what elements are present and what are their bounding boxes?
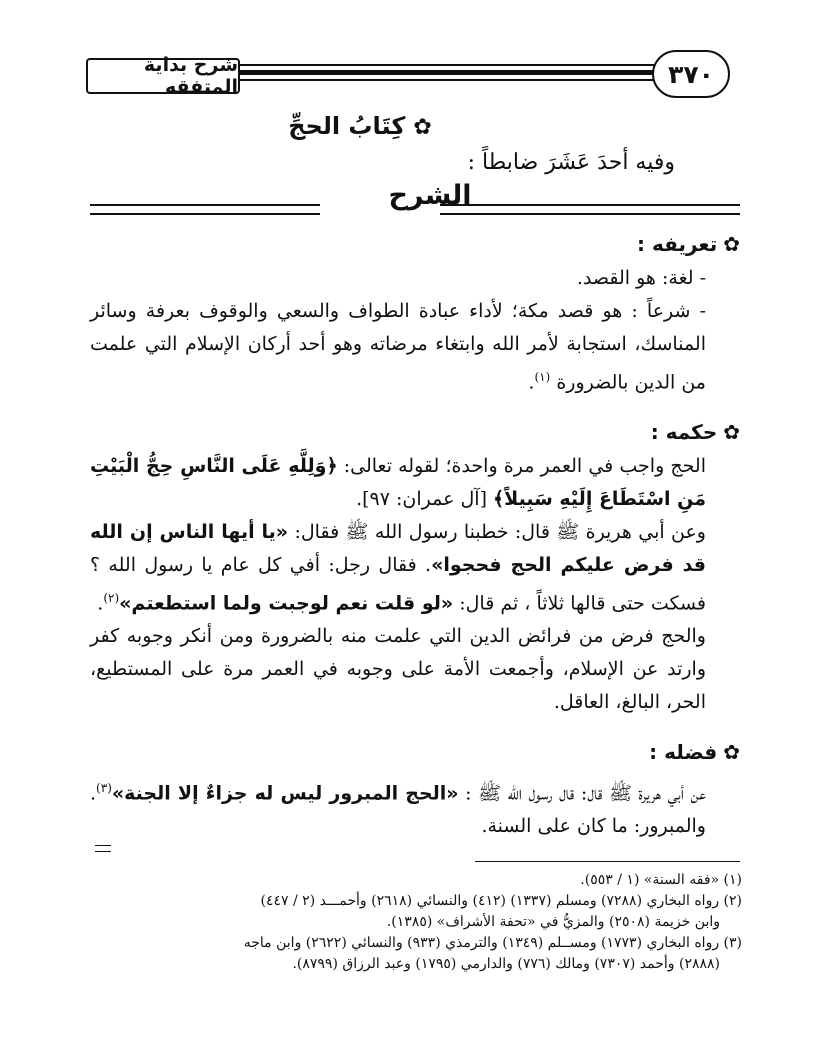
definition-lugha: - لغة: هو القصد. (576, 267, 706, 289)
footnote-ref: (٢) (103, 591, 120, 605)
flower-icon: ✿ (413, 115, 432, 140)
hadith-quote: «الحج المبرور ليس له جزاءٌ إلا الجنة» (111, 782, 459, 805)
flower-icon: ✿ (723, 232, 740, 256)
footnote-3: (٣) رواه البخاري (١٧٧٣) ومســلم (١٣٤٩) والترمذي (٩٣٣) والنسائي (٢٦٢٢) وابن ماجه (243, 935, 742, 951)
sharh-heading: الشرح (388, 180, 472, 211)
section-heading-definition: ✿تعريفه : (637, 232, 740, 256)
ruling-paragraph-2: وعن أبي هريرة ﷺ قال: خطبنا رسول الله ﷺ فقال: «يا أيها الناس إن الله قد فرض عليكم الحج فحجوا». فقال رجل: أفي كل عام يا رسول الله ؟ فسكت حتى قالها ثلاثاً ، ثم قال: «لو قلت نعم لوجبت ولما استطعتم»$^{(٢)}$. (90, 521, 706, 615)
chapter-title: كِتَابُ الحجِّ (288, 112, 406, 140)
flower-icon: ✿ (723, 420, 740, 444)
footnotes (90, 870, 742, 975)
hadith-quote: «يا أيها الناس إن الله قد فرض عليكم الحج فحجوا» (90, 521, 706, 576)
divider-line-left (90, 204, 320, 215)
sharh-divider (90, 180, 740, 220)
section-heading-ruling: ✿حكمه : (650, 420, 740, 444)
footnote-2-cont: وابن خزيمة (٢٥٠٨) والمزيُّ في «تحفة الأشراف» (١٣٨٥). (386, 914, 720, 930)
ruling-text (90, 450, 742, 719)
running-header (80, 50, 730, 100)
chapter-title-block (250, 112, 470, 140)
definition-text (90, 262, 742, 399)
paragraph-mark (95, 845, 111, 852)
ruling-paragraph-1: الحج واجب في العمر مرة واحدة؛ لقوله تعالى: ﴿وَلِلَّهِ عَلَى النَّاسِ حِجُّ الْبَيْتِ مَنِ اسْتَطَاعَ إِلَيْهِ سَبِيلاً﴾ [آل عمران: ٩٧]. (90, 455, 706, 510)
chapter-subtitle: وفيه أحدَ عَشَرَ ضابطاً : (467, 150, 675, 175)
footnote-ref: (٣) (96, 781, 112, 795)
page-number: ٣٧٠ (652, 50, 730, 98)
footnote-separator (475, 861, 740, 862)
footnote-2: (٢) رواه البخاري (٧٢٨٨) ومسلم (١٣٣٧) (٤١٢) والنسائي (٢٦١٨) وأحمـــد (٢ / ٤٤٧) (260, 893, 742, 909)
divider-line-right (440, 204, 740, 215)
header-rule (240, 64, 675, 84)
virtue-paragraph: عن أبي هريرة ﷺ قال: قال رسول الله ﷺ : «الحج المبرور ليس له جزاءٌ إلا الجنة»$^{(٣)}$. والمبرور: ما كان على السنة. (90, 781, 707, 838)
definition-shar: - شرعاً : هو قصد مكة؛ لأداء عبادة الطواف والسعي والوقوف بعرفة وسائر المناسك، استجابة لأمر الله وابتغاء مرضاته وهو أحد أركان الإسلام التي علمت من الدين بالضرورة $^{(١)}$. (90, 300, 706, 394)
virtue-text (90, 772, 742, 843)
book-title: شرح بداية المتفقه (86, 58, 240, 94)
footnote-3-cont: (٢٨٨٨) وأحمد (٧٣٠٧) ومالك (٧٧٦) والدارمي (١٧٩٥) وعبد الرزاق (٨٧٩٩). (292, 956, 720, 972)
flower-icon: ✿ (723, 740, 740, 764)
hadith-quote: «لو قلت نعم لوجبت ولما استطعتم» (119, 592, 454, 615)
footnote-ref: (١) (534, 370, 551, 384)
quran-verse: ﴿وَلِلَّهِ عَلَى النَّاسِ حِجُّ الْبَيْتِ مَنِ اسْتَطَاعَ إِلَيْهِ سَبِيلاً﴾ (90, 455, 706, 510)
section-heading-virtue: ✿فضله : (649, 740, 740, 764)
ruling-paragraph-3: والحج فرض من فرائض الدين التي علمت منه بالضرورة ومن أنكر وجوبه كفر وارتد عن الإسلام، وأجمعت الأمة على وجوبه في العمر مرة على المستطيع، الحر، البالغ، العاقل. (90, 625, 706, 714)
footnote-1: (١) «فقه السنة» (١ / ٥٥٣). (580, 872, 742, 888)
